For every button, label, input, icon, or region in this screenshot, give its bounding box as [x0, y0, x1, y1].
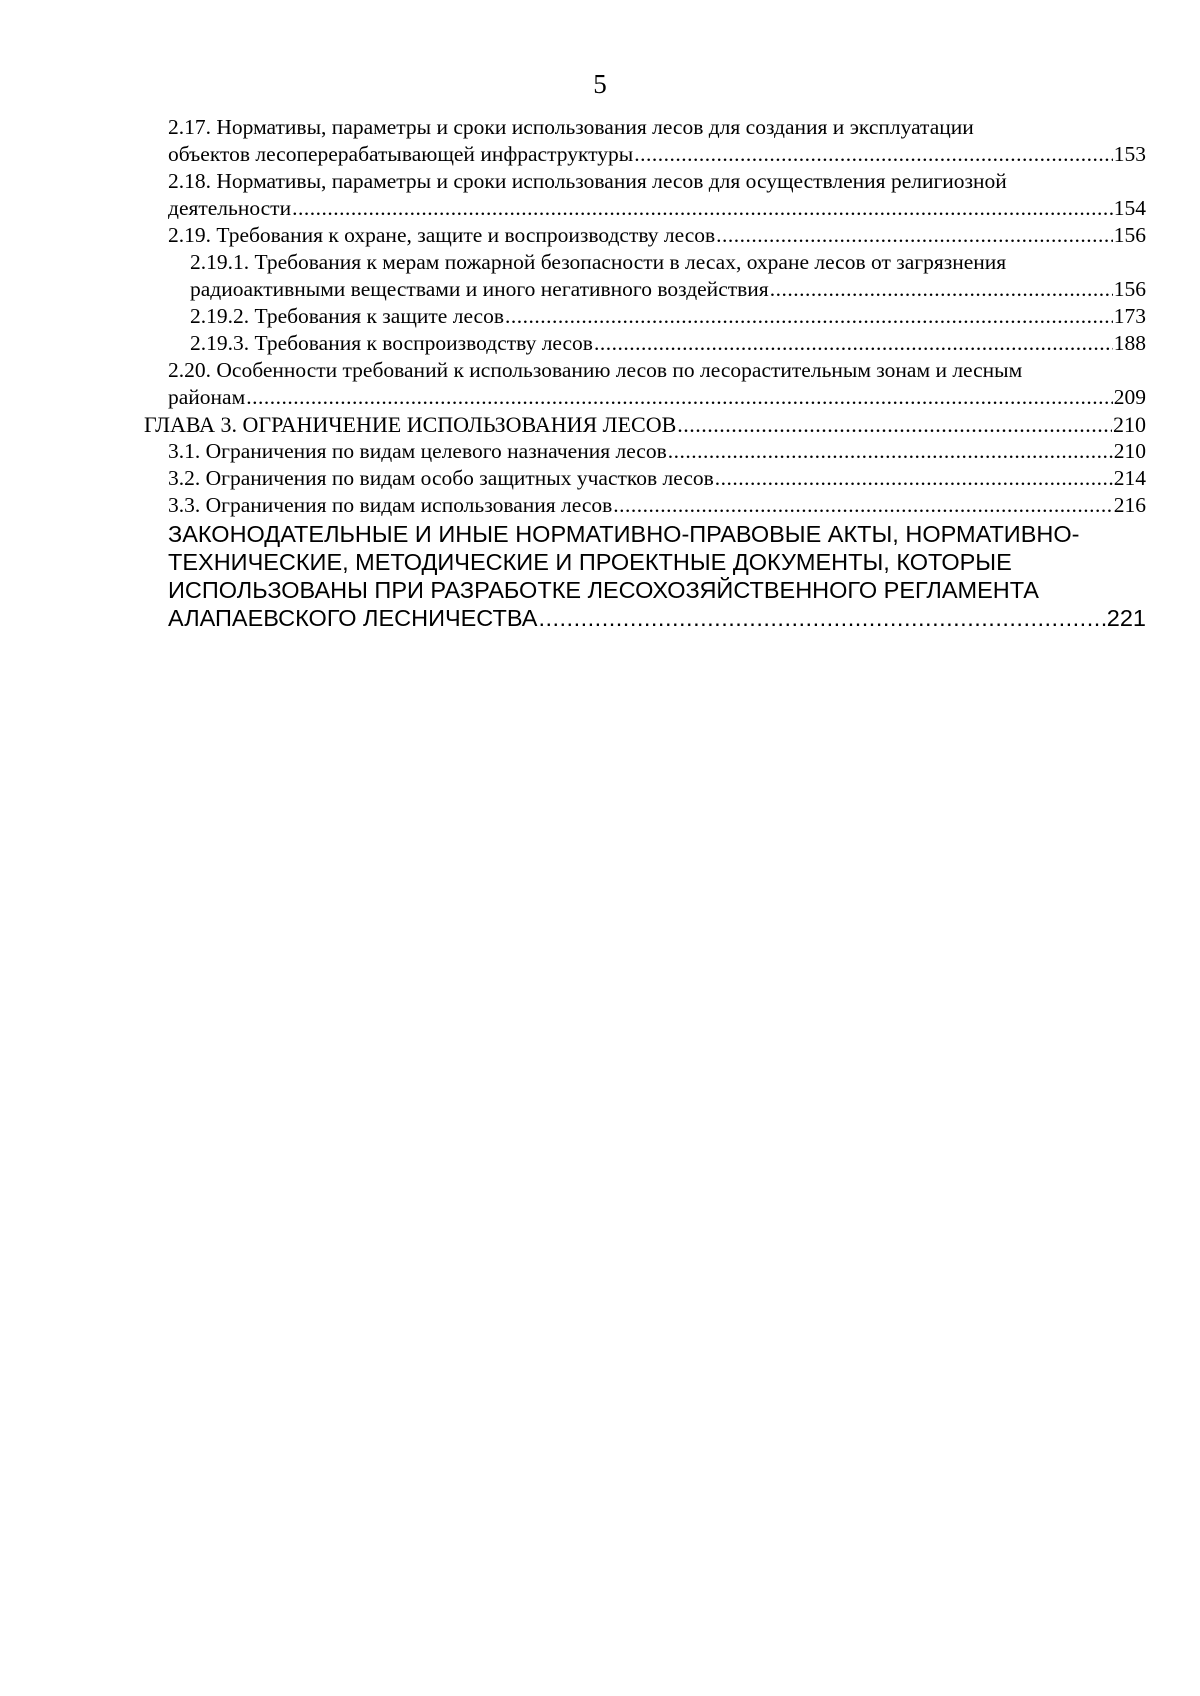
- toc-page-number: 210: [1113, 439, 1146, 463]
- toc-page-number: 188: [1113, 331, 1146, 355]
- toc-entry-text: 2.19.1. Требования к мерам пожарной безопасности в лесах, охране лесов от загрязнения: [190, 250, 1007, 274]
- toc-entry-2-19-2[interactable]: [190, 303, 1146, 330]
- dot-leader: [613, 492, 1112, 519]
- toc-entry-text-last-line: 2.19.2. Требования к защите лесов: [190, 304, 504, 328]
- page-number: 5: [593, 69, 607, 99]
- toc-entry-text: 2.18. Нормативы, параметры и сроки использования лесов для осуществления религиозной: [168, 169, 1007, 193]
- dot-leader: [677, 411, 1112, 438]
- toc-entry-text-last-line: ГЛАВА 3. ОГРАНИЧЕНИЕ ИСПОЛЬЗОВАНИЯ ЛЕСОВ: [144, 412, 677, 437]
- toc-page-number: 153: [1113, 142, 1146, 166]
- toc-entry-text-last-line: 2.19. Требования к охране, защите и воспроизводству лесов: [168, 223, 716, 247]
- toc-entry-text-last-line: АЛАПАЕВСКОГО ЛЕСНИЧЕСТВА: [168, 605, 538, 631]
- dot-leader: [715, 465, 1113, 492]
- dot-leader: [292, 195, 1113, 222]
- toc-entry-text-last-line: 3.3. Ограничения по видам использования лесов: [168, 493, 613, 517]
- toc-entry-text: 2.17. Нормативы, параметры и сроки использования лесов для создания и эксплуатации: [168, 115, 974, 139]
- dot-leader: [505, 303, 1113, 330]
- toc-entry-2-19[interactable]: [168, 222, 1146, 249]
- dot-leader: [770, 276, 1113, 303]
- dot-leader: [634, 141, 1113, 168]
- toc-page-number: 221: [1106, 605, 1146, 631]
- toc-page-number: 209: [1113, 385, 1146, 409]
- toc-entry-text-last-line: 2.19.3. Требования к воспроизводству лесов: [190, 331, 593, 355]
- toc-page-number: 214: [1113, 466, 1146, 490]
- toc-entry-3-3[interactable]: [168, 492, 1146, 519]
- toc-entry-2-18[interactable]: [168, 168, 1146, 222]
- dot-leader: [594, 330, 1113, 357]
- toc-entry-chapter-3[interactable]: [144, 411, 1146, 438]
- toc-page-number: 210: [1113, 412, 1146, 437]
- dot-leader: [716, 222, 1113, 249]
- toc-entry-text-last-line: районам: [168, 385, 246, 409]
- toc-entry-2-20[interactable]: [168, 357, 1146, 411]
- toc-entry-2-17[interactable]: [168, 114, 1146, 168]
- dot-leader: [668, 438, 1113, 465]
- toc-entry-2-19-1[interactable]: [190, 249, 1146, 303]
- toc-entry-text-last-line: объектов лесоперерабатывающей инфраструктуры: [168, 142, 634, 166]
- toc-entry-3-2[interactable]: [168, 465, 1146, 492]
- toc-entry-text-last-line: 3.1. Ограничения по видам целевого назначения лесов: [168, 439, 667, 463]
- toc-page-number: 156: [1113, 277, 1146, 301]
- toc-entry-text-last-line: 3.2. Ограничения по видам особо защитных участков лесов: [168, 466, 714, 490]
- table-of-contents: [0, 114, 1200, 632]
- toc-page-number: 173: [1113, 304, 1146, 328]
- toc-entry-text-last-line: радиоактивными веществами и иного негативного воздействия: [190, 277, 769, 301]
- toc-page-number: 216: [1113, 493, 1146, 517]
- toc-page-number: 154: [1113, 196, 1146, 220]
- dot-leader: [538, 604, 1105, 632]
- toc-entry-legislative-acts[interactable]: [168, 520, 1146, 632]
- toc-entry-2-19-3[interactable]: [190, 330, 1146, 357]
- toc-entry-text: 2.20. Особенности требований к использованию лесов по лесорастительным зонам и лесным: [168, 358, 1023, 382]
- dot-leader: [246, 384, 1113, 411]
- toc-entry-3-1[interactable]: [168, 438, 1146, 465]
- toc-page-number: 156: [1113, 223, 1146, 247]
- toc-entry-text: ЗАКОНОДАТЕЛЬНЫЕ И ИНЫЕ НОРМАТИВНО-ПРАВОВЫЕ АКТЫ, НОРМАТИВНО-ТЕХНИЧЕСКИЕ, МЕТОДИЧЕСКИЕ И ПРОЕКТНЫЕ ДОКУМЕНТЫ, КОТОРЫЕ ИСПОЛЬЗОВАНЫ ПРИ РАЗРАБОТКЕ ЛЕСОХОЗЯЙСТВЕННОГО РЕГЛАМЕНТА: [168, 521, 1080, 603]
- toc-entry-text-last-line: деятельности: [168, 196, 292, 220]
